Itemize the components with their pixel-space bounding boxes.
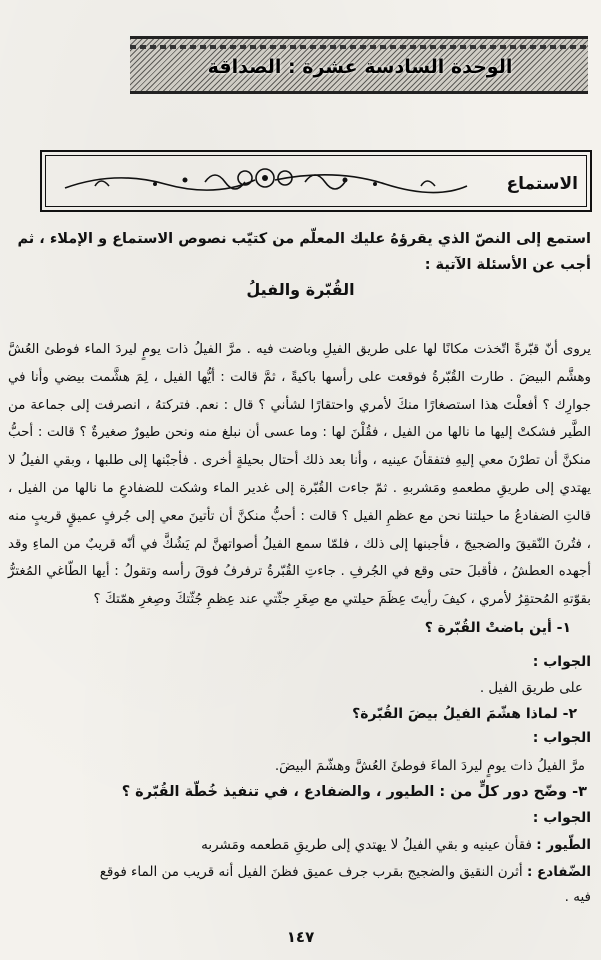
instruction-text: استمع إلى النصّ الذي يقرؤهُ عليك المعلّم من كتيّب نصوص الاستماع و الإملاء ، ثم أجب عن الأسئلة الآتية : [17, 231, 591, 273]
question-2: ٢- لماذا هشّمَ الفيلُ بيضَ القُبّرة؟ [352, 706, 577, 722]
answer-label: الجواب : [532, 810, 591, 826]
answer-text-frogs: أثرن النقيق والضجيج بقرب جرف عميق فظنَ الفيل أنه قريب من الماء فوقع [99, 864, 523, 880]
answer-lead-frogs: الضّفادع : [526, 864, 591, 880]
answer-2: مرَّ الفيلُ ذات يومٍ ليردَ الماءَ فوطئَ العُشَّ وهشّمَ البيضَ. [274, 758, 585, 774]
answer-label: الجواب : [532, 730, 591, 746]
question-1: ١- أين باضتْ القُبّرة ؟ [424, 620, 571, 636]
answer-3-frogs [8, 864, 591, 880]
section-label: الاستماع [506, 174, 578, 194]
page-number: ١٤٧ [286, 928, 315, 946]
question-3: ٣- وضّح دور كلٍّ من : الطيور ، والضفادع ، في تنفيذ خُطّة القُبّرة ؟ [121, 784, 587, 800]
answer-label: الجواب : [532, 654, 591, 670]
answer-3-birds [8, 837, 591, 853]
story-title: القُبّرة والفيلُ [246, 280, 355, 299]
answer-lead-birds: الطّيور : [536, 837, 591, 853]
answer-text-birds: فقأن عينيه و بقي الفيلُ لا يهتدي إلى طريقِ مَطعمه ومَشربه [201, 837, 532, 853]
ornament-flourish-icon [55, 160, 475, 198]
answer-1: على طريق الفيل . [479, 680, 583, 696]
story-paragraph: يروى أنّ قبّرةً اتّخذت مكانًا لها على طريق الفيلِ وباضت فيه . مرَّ الفيلُ ذات يومٍ ليردَ الماء فوطئ العُشَّ وهشَّم البيضَ . طارت القُبّرةُ فوقعت على رأسها باكيةً ، ثمَّ قالت : أيُّها الفيل ، لِمَ هشَّمت بيضي وأنا في جوارِك ؟ أفعلْتَ هذا استصغارًا منكَ لأمري واحتقارًا لشأني ؟ قال : نعم. فتركتهُ ، انصرفت إلى جماعة من الطَّير فشكتْ إليها ما نالها من الفيل ، فقُلْنَ لها : وما عسى أن نبلغ منه ونحن طيورٌ صغيرةٌ ؟ قالت : أحبُّ منكنَّ أن تطرْنَ معي إليهِ فتفقأنَ عينيه ، وأنا بعد ذلك أحتال بحيلةٍ أخرى . فأجبْنها إلى طلبها ، وبقي الفيلُ لا يهتدي إلى طريقِ مطعمهِ ومَشربهِ . ثمّ جاءت القُبّرة إلى غدير الماء وشكت للضفادعِ ما نالها من الفيل ، قالتِ الضفادعُ ما حيلتنا نحن مع عظمِ الفيل ؟ قالت : أحبُّ منكنَّ أن تأتينَ معي إلى جُرفٍ عميقٍ قريبٍ منه ، فتُرنَ النّقيقَ والضجيجَ ، فأجبنها إلى ذلك ، فلمّا سمع الفيلُ أصواتهنَّ لم يَشُكَّ في أنّه قريبٌ من الماءِ وقد أجهده العطشُ ، فأقبلَ حتى وقع في الجُرفِ . جاءتِ القُبّرةُ ترفرفُ فوقَ رأسه وتقولُ : أيها الطّاغي المُغترُّ بقوّتهِ المُحتقِرُ لأمري ، كيفَ رأيتَ عِظَمَ حيلتي مع صِغَرِ جثّتي عند عِظمِ جُثّتكَ وصِغرِ همّتكَ ؟ [8, 342, 591, 608]
answer-3-frogs-end: فيه . [564, 889, 591, 905]
unit-title: الوحدة السادسة عشرة : الصداقة [207, 56, 513, 78]
